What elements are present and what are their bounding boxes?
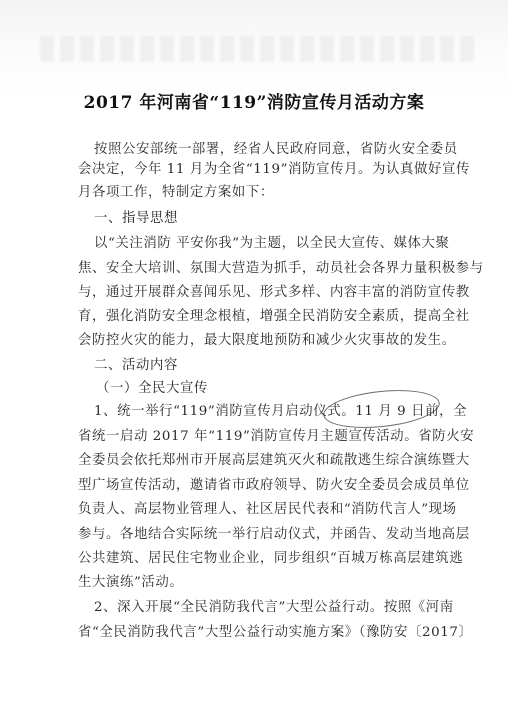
paragraph-line: 省“全民消防我代言”大型公益行动实施方案》（豫防安〔2017〕: [78, 625, 473, 640]
paragraph-line: 公共建筑、居民住宅物业企业，同步组织“百城万栋高层建筑逃: [78, 551, 464, 566]
document-title: 2017 年河南省“119”消防宣传月活动方案: [83, 93, 425, 113]
paragraph-line: 会防控火灾的能力，最大限度地预防和减少火灾事故的发生。: [78, 333, 456, 348]
paragraph-line: 月各项工作，特制定方案如下：: [78, 185, 274, 200]
paragraph-line: 型广场宣传活动，邀请省市政府领导、防火安全委员会成员单位: [78, 478, 470, 493]
bleed-through-shadow: [40, 36, 480, 62]
paragraph-line: 按照公安部统一部署，经省人民政府同意，省防火安全委员: [94, 142, 458, 157]
paragraph-line: 会决定，今年 11 月为全省“119”消防宣传月。为认真做好宣传: [78, 162, 470, 177]
paragraph-line: 与，通过开展群众喜闻乐见、形式多样、内容丰富的消防宣传教: [78, 285, 470, 300]
paragraph-line: 以“关注消防 平安你我”为主题，以全民大宣传、媒体大聚: [94, 236, 450, 251]
paragraph-line: 焦、安全大培训、氛围大营造为抓手，动员社会各界力量积极参与: [78, 261, 484, 276]
paragraph-line: 省统一启动 2017 年“119”消防宣传月主题宣传活动。省防火安: [78, 429, 475, 444]
paragraph-line: 育，强化消防安全理念根植，增强全民消防安全素质，提高全社: [78, 309, 470, 324]
paragraph-line: 负责人、高层物业管理人、社区居民代表和“消防代言人”现场: [78, 502, 457, 517]
paragraph-line: 参与。各地结合实际统一举行启动仪式，并函告、发动当地高层: [78, 527, 470, 542]
paragraph-line: 生大演练”活动。: [78, 575, 184, 590]
paragraph-line: 1、统一举行“119”消防宣传月启动仪式。11 月 9 日前，全: [94, 404, 468, 419]
section-heading: 一、指导思想: [94, 211, 178, 226]
paragraph-line: 2、深入开展“全民消防我代言”大型公益行动。按照《河南: [94, 600, 454, 615]
paragraph-line: 全委员会依托郑州市开展高层建筑灭火和疏散逃生综合演练暨大: [78, 453, 470, 468]
section-heading: 二、活动内容: [94, 358, 178, 373]
sub-heading: （一）全民大宣传: [96, 381, 208, 396]
